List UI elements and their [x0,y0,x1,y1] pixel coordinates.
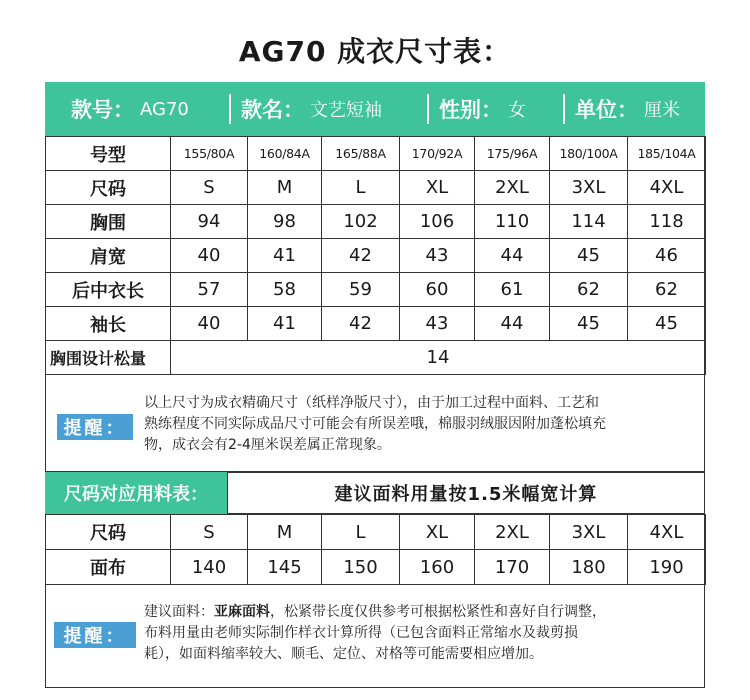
size-cell: 185/104A [628,137,706,171]
unit-label: 单位： [575,98,638,122]
style-no-cell [45,82,229,136]
size-table-row [46,171,706,205]
fabric-table [45,514,706,585]
unit-value: 厘米 [644,100,680,121]
size-cell: 4XL [628,171,706,205]
size-cell: M [248,171,322,205]
size-row-label: 号型 [46,137,171,171]
fabric-amount-cell: 150 [322,550,400,585]
fabric-usage-note: 布料用量由老师实际制作样衣计算所得（已包含面料正常缩水及裁剪损 耗），如面料缩率较大、顺毛、定位、对格等可能需要相应增加。 [144,625,578,662]
size-cell: 42 [322,239,400,273]
size-row-label: 胸围 [46,205,171,239]
size-cell: 94 [171,205,248,239]
reminder-text: 以上尺寸为成衣精确尺寸（纸样净版尺寸），由于加工过程中面料、工艺和 熟练程度不同实际成品尺寸可能会有所误差哦，棉服羽绒服因附加蓬松填充 物，成衣会有2-4厘米误差属正常现象。 [144,395,606,453]
size-cell: 102 [322,205,400,239]
fabric-amount-cell: 190 [628,550,706,585]
size-cell: L [322,171,400,205]
style-no-label: 款号： [71,98,134,122]
fabric-amount-row [46,550,706,585]
size-cell: 106 [400,205,475,239]
ease-value: 14 [171,341,706,375]
fabric-size-cell: XL [400,515,475,550]
size-cell: 180/100A [550,137,628,171]
size-cell: 43 [400,239,475,273]
size-cell: 40 [171,307,248,341]
fabric-suggestion-prefix: 建议面料： [144,604,214,620]
ease-row [46,341,706,375]
fabric-amount-label: 面布 [46,550,171,585]
size-cell: 59 [322,273,400,307]
gender-value: 女 [508,100,526,121]
fabric-size-row [46,515,706,550]
fabric-size-label: 尺码 [46,515,171,550]
size-cell: 57 [171,273,248,307]
fabric-size-cell: M [248,515,322,550]
fabric-amount-cell: 145 [248,550,322,585]
ease-label: 胸围设计松量 [46,341,171,375]
fabric-size-cell: 3XL [550,515,628,550]
size-table-row [46,137,706,171]
size-cell: 160/84A [248,137,322,171]
size-cell: 41 [248,239,322,273]
size-cell: 170/92A [400,137,475,171]
size-cell: 2XL [475,171,550,205]
size-row-label: 肩宽 [46,239,171,273]
size-cell: 3XL [550,171,628,205]
size-cell: 41 [248,307,322,341]
fabric-size-cell: S [171,515,248,550]
fabric-suggestion-suffix: ，松紧带长度仅供参考可根据松紧性和喜好自行调整， [270,604,606,620]
gender-label: 性别： [439,98,502,122]
size-cell: 61 [475,273,550,307]
size-table-row [46,205,706,239]
size-cell: 44 [475,239,550,273]
size-cell: 98 [248,205,322,239]
reminder-tag: 提醒： [54,622,136,648]
size-cell: 62 [628,273,706,307]
fabric-amount-cell: 140 [171,550,248,585]
size-cell: 155/80A [171,137,248,171]
size-table [45,136,706,375]
size-table-row [46,273,706,307]
reminder-box-2 [45,584,705,688]
size-cell: 46 [628,239,706,273]
style-name-cell [231,82,427,136]
size-row-label: 尺码 [46,171,171,205]
size-table-row [46,239,706,273]
fabric-size-cell: 4XL [628,515,706,550]
size-cell: 62 [550,273,628,307]
size-row-label: 后中衣长 [46,273,171,307]
reminder-box-1 [45,372,705,472]
style-name-value: 文艺短袖 [310,100,382,121]
size-cell: 58 [248,273,322,307]
fabric-section-title: 尺码对应用料表： [45,472,227,514]
size-row-label: 袖长 [46,307,171,341]
size-cell: 40 [171,239,248,273]
size-cell: 43 [400,307,475,341]
fabric-amount-cell: 160 [400,550,475,585]
gender-cell [429,82,563,136]
fabric-size-cell: 2XL [475,515,550,550]
size-cell: 110 [475,205,550,239]
size-cell: 42 [322,307,400,341]
reminder-tag: 提醒： [57,414,133,440]
size-cell: 175/96A [475,137,550,171]
size-cell: 165/88A [322,137,400,171]
size-cell: 114 [550,205,628,239]
fabric-section-subtitle: 建议面料用量按1.5米幅宽计算 [227,472,705,514]
size-cell: 44 [475,307,550,341]
style-name-label: 款名： [241,98,304,122]
page-title: AG70 成衣尺寸表： [238,35,512,68]
fabric-amount-cell: 170 [475,550,550,585]
size-cell: 45 [550,307,628,341]
size-cell: 118 [628,205,706,239]
size-table-row [46,307,706,341]
fabric-suggestion-material: 亚麻面料 [214,604,270,620]
size-cell: 60 [400,273,475,307]
unit-cell [565,82,705,136]
fabric-amount-cell: 180 [550,550,628,585]
size-cell: 45 [550,239,628,273]
style-no-value: AG70 [140,98,189,120]
size-cell: XL [400,171,475,205]
fabric-size-cell: L [322,515,400,550]
size-cell: S [171,171,248,205]
info-header-bar [45,82,705,136]
size-cell: 45 [628,307,706,341]
reminder-text [144,602,704,665]
